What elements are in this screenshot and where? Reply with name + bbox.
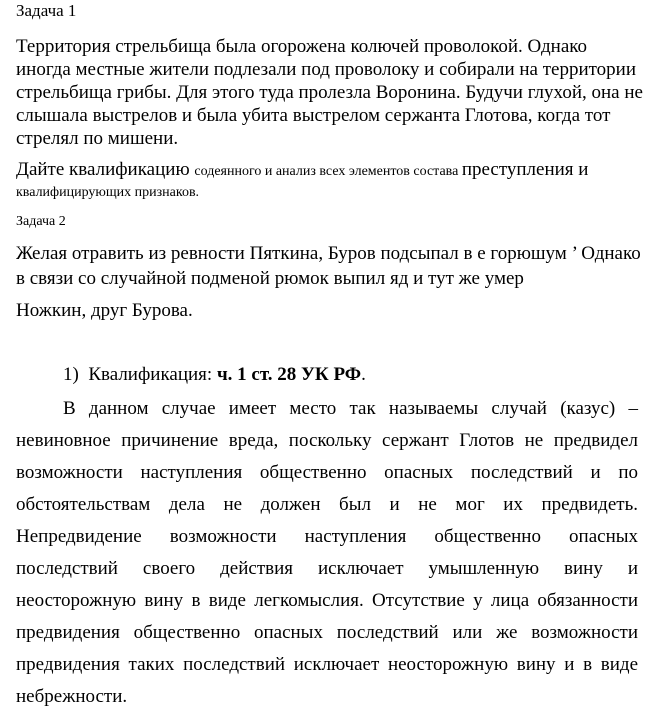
answer-item-end: . [361, 364, 366, 385]
instruction-text-a: Дайте квалификацию [16, 159, 195, 180]
answer-paragraph: В данном случае имеет место так называемы случай (казус) – невиновное причинение вреда, поскольку сержант Глотов не предвидел возможности наступления общественно опасных последствий и по обстоятельствам дела не должен был и не мог их предвидеть. Непредвидение возможности наступления общественно опасных последствий своего действия исключает умышленную вину и неосторожную вину в виде легкомыслия. Отсутствие у лица обязанности предвидения общественно опасных последствий или же возможности предвидения таких последствий исключает неосторожную вину и в виде небрежности. [16, 398, 638, 707]
answer-item-number: 1) [63, 364, 79, 385]
answer-item-label: Квалификация: [88, 364, 217, 385]
task2-line-2: в связи со случайной подменой рюмок выпил яд и тут же умер [16, 268, 524, 289]
answer-item-article: ч. 1 ст. 28 УК РФ [216, 364, 362, 385]
task1-line-3: стрельбища грибы. Для этого туда пролезла Воронина. Будучи глухой, она не [16, 82, 643, 103]
task1-line-4: слышала выстрелов и была убита выстрелом сержанта Глотова, когда тот [16, 105, 611, 126]
instruction-text-b: преступления и [461, 159, 589, 180]
task1-line-5: стрелял по мишени. [16, 128, 179, 149]
answer-list-item [63, 364, 366, 386]
instruction-text-small: содеянного и анализ всех элементов состава [194, 164, 462, 179]
task1-line-1: Территория стрельбища была огорожена колючей проволокой. Однако [16, 36, 588, 57]
task1-line-2: иногда местные жители подлезали под проволоку и собирали на территории [16, 59, 637, 80]
task2-line-3: Ножкин, друг Бурова. [16, 300, 193, 321]
task2-line-1: Желая отравить из ревности Пяткина, Буров подсыпал в е горюшум ’ Однако [16, 243, 641, 264]
task1-instruction-line-2: квалифицирующих признаков. [16, 185, 200, 200]
task2-heading: Задача 2 [16, 214, 66, 229]
task1-instruction-line-1 [16, 159, 588, 183]
task1-heading: Задача 1 [16, 1, 77, 20]
